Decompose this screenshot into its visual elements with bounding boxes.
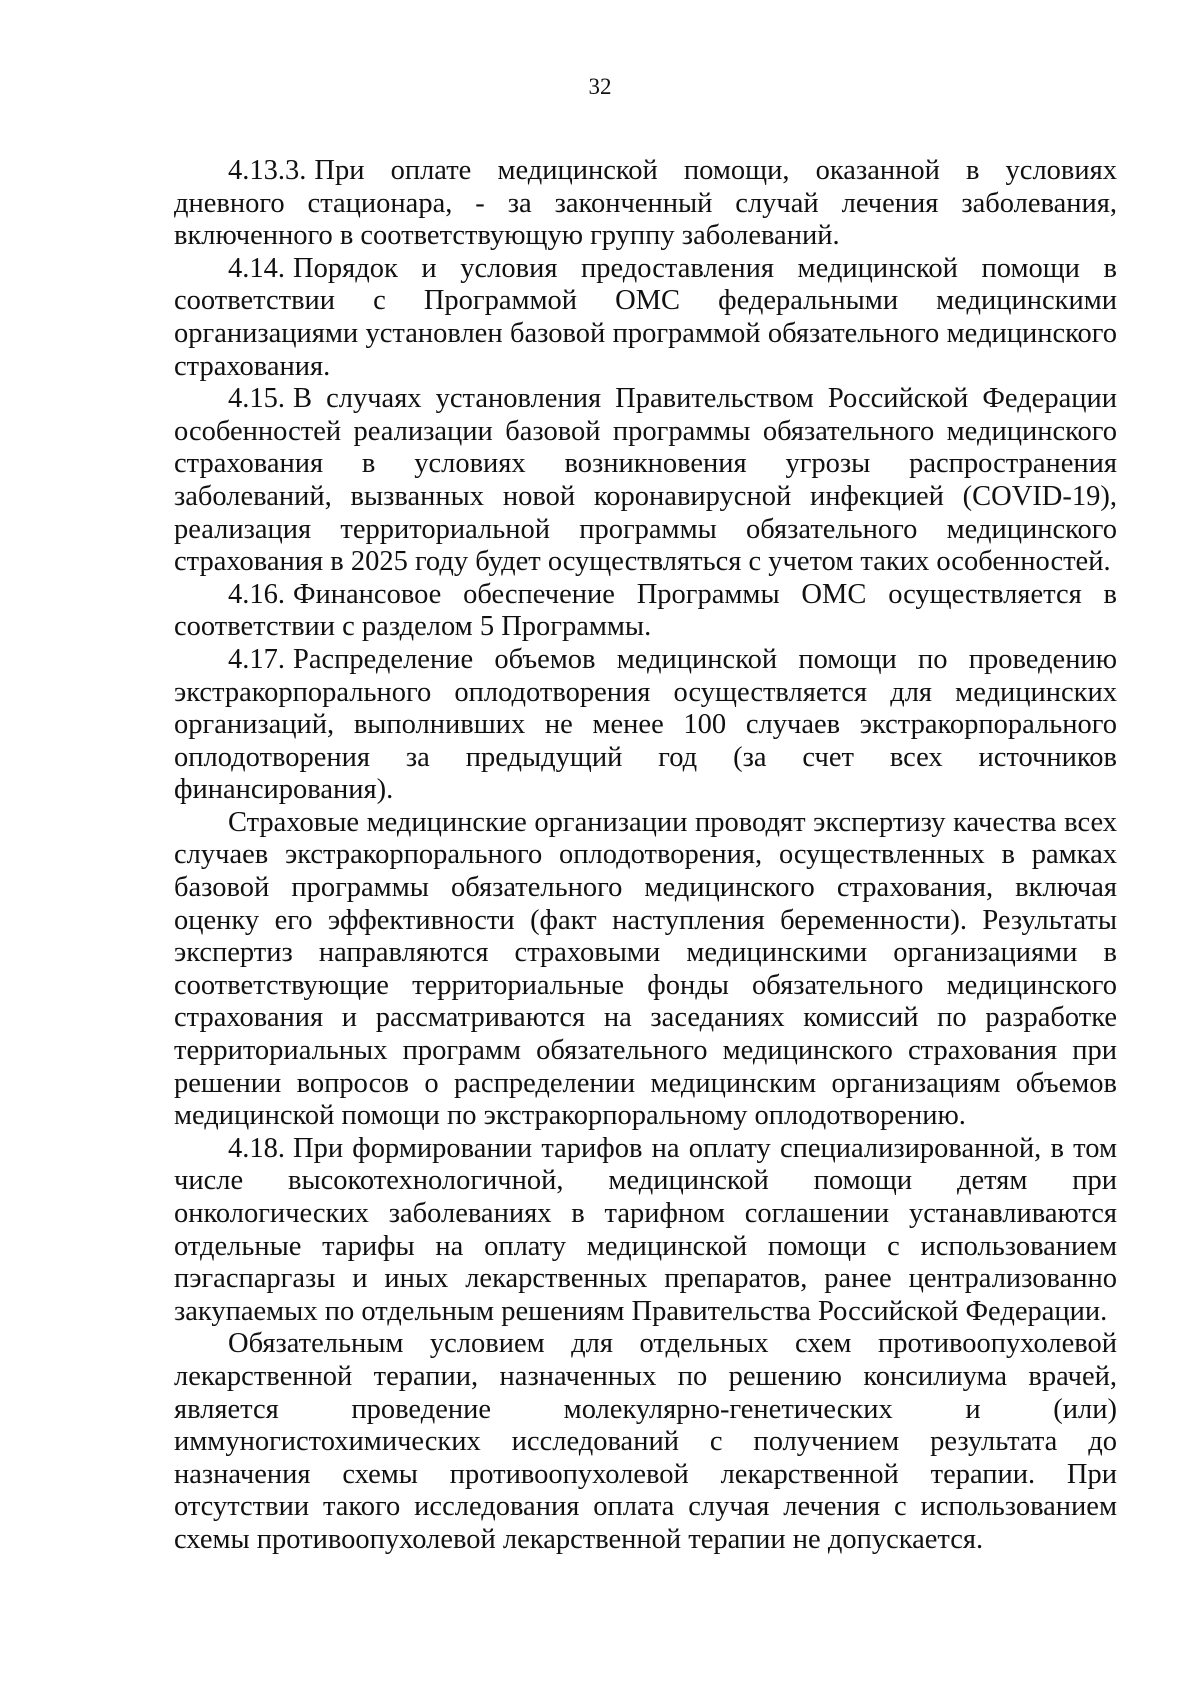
paragraph-4-17 — [174, 644, 1117, 807]
paragraph-number: 4.16. — [228, 578, 285, 610]
paragraph-text: Финансовое обеспечение Программы ОМС осуществляется в соответствии с разделом 5 Программы. — [174, 578, 1117, 643]
paragraph-4-17-expertise — [174, 807, 1117, 1133]
paragraph-number: 4.13.3. — [228, 155, 307, 186]
paragraph-text: При формировании тарифов на оплату специализированной, в том числе высокотехнологичной, медицинской помощи детям при онкологических заболеваниях в тарифном соглашении устанавливаются отдельные тарифы на оплату медицинской помощи с использованием пэгаспаргазы и иных лекарственных препаратов, ранее централизованно закупаемых по отдельным решениям Правительства Российской Федерации. — [174, 1132, 1117, 1327]
paragraph-text: При оплате медицинской помощи, оказанной в условиях дневного стационара, - за законченный случай лечения заболевания, включенного в соответствующую группу заболеваний. — [174, 155, 1117, 252]
paragraph-4-13-3 — [174, 155, 1117, 253]
paragraph-text: Распределение объемов медицинской помощи по проведению экстракорпорального оплодотворения осуществляется для медицинских организаций, выполнивших не менее 100 случаев экстракорпорального оплодотворения за предыдущий год (за счет всех источников финансирования). — [174, 643, 1117, 806]
paragraph-number: 4.15. — [228, 383, 285, 415]
paragraph-4-14 — [174, 253, 1117, 383]
paragraph-number: 4.18. — [228, 1132, 285, 1164]
paragraph-4-18 — [174, 1133, 1117, 1329]
paragraph-number: 4.14. — [228, 252, 285, 284]
page-number: 32 — [588, 74, 612, 99]
paragraph-text: В случаях установления Правительством Российской Федерации особенностей реализации базовой программы обязательного медицинского страхования в условиях возникновения угрозы распространения заболеваний, вызванных новой коронавирусной инфекцией (COVID-19), реализация территориальной программы обязательного медицинского страхования в 2025 году будет осуществляться с учетом таких особенностей. — [174, 383, 1117, 578]
paragraph-4-18-condition — [174, 1328, 1117, 1556]
paragraph-text: Порядок и условия предоставления медицинской помощи в соответствии с Программой ОМС федеральными медицинскими организациями установлен базовой программой обязательного медицинского страхования. — [174, 252, 1117, 382]
paragraph-number: 4.17. — [228, 643, 285, 675]
document-body — [174, 155, 1117, 1557]
paragraph-4-15 — [174, 383, 1117, 579]
paragraph-4-16 — [174, 579, 1117, 644]
paragraph-text: Страховые медицинские организации проводят экспертизу качества всех случаев экстракорпорального оплодотворения, осуществленных в рамках базовой программы обязательного медицинского страхования, включая оценку его эффективности (факт наступления беременности). Результаты экспертиз направляются страховыми медицинскими организациями в соответствующие территориальные фонды обязательного медицинского страхования и рассматриваются на заседаниях комиссий по разработке территориальных программ обязательного медицинского страхования при решении вопросов о распределении медицинским организациям объемов медицинской помощи по экстракорпоральному оплодотворению. — [174, 806, 1117, 1132]
paragraph-text: Обязательным условием для отдельных схем противоопухолевой лекарственной терапии, назначенных по решению консилиума врачей, является проведение молекулярно-генетических и (или) иммуногистохимических исследований с получением результата до назначения схемы противоопухолевой лекарственной терапии. При отсутствии такого исследования оплата случая лечения с использованием схемы противоопухолевой лекарственной терапии не допускается. — [174, 1328, 1117, 1555]
